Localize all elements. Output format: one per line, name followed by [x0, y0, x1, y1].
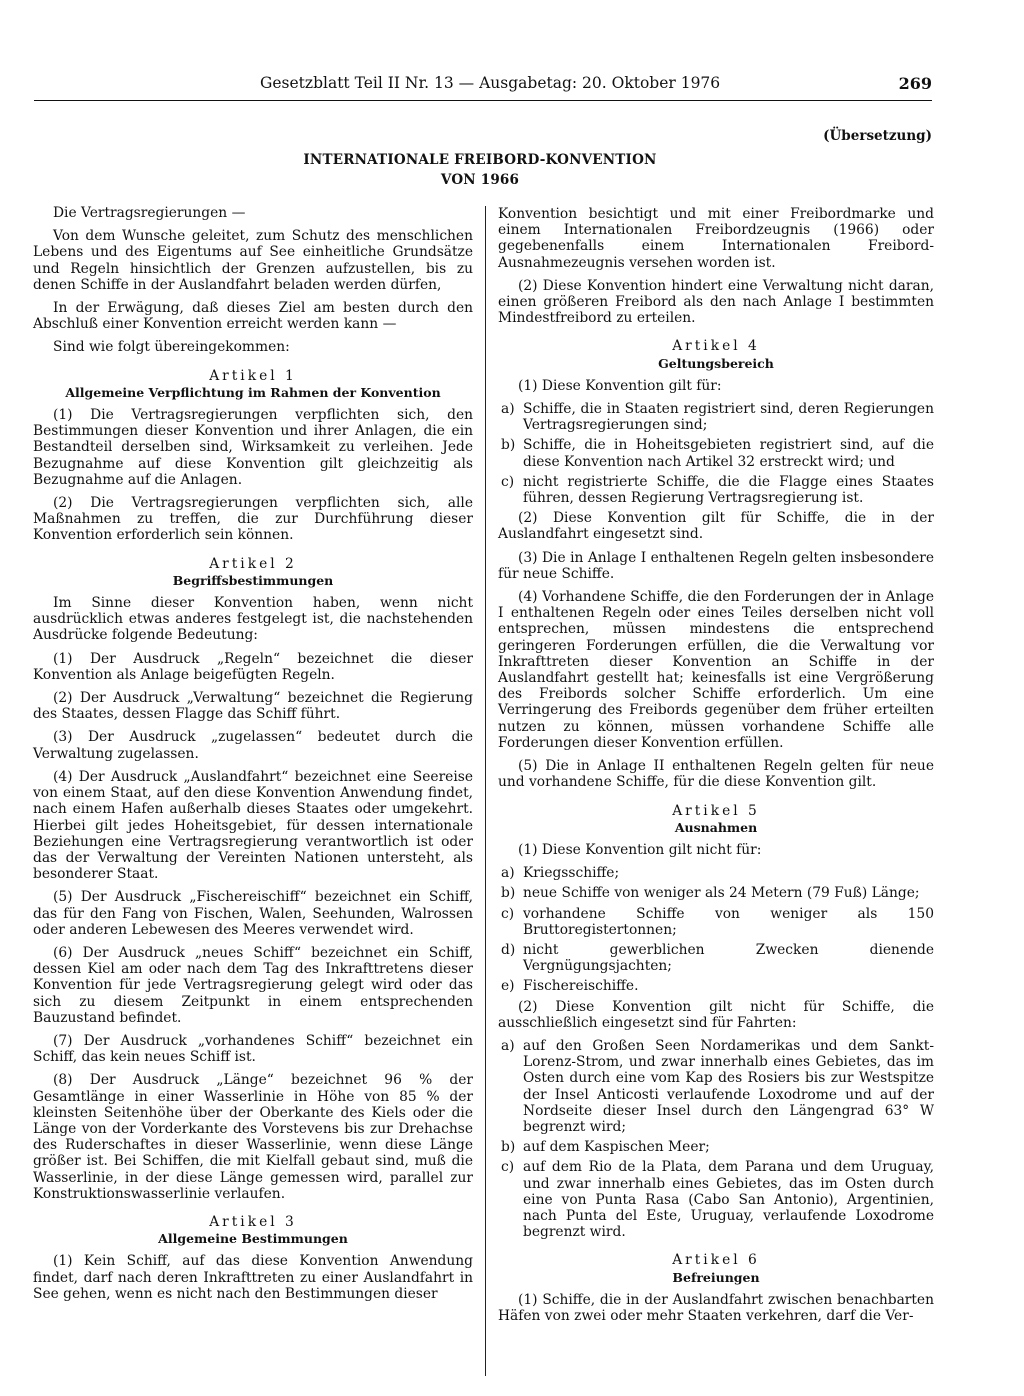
list-item — [498, 865, 934, 881]
document-title — [200, 150, 760, 190]
article-3-paragraph: (1) Kein Schiff, auf das diese Konvention Anwendung findet, darf nach deren Inkrafttreten zu einer Auslandfahrt in See gehen, wenn es nicht nach den Bestimmungen dieser — [33, 1253, 473, 1302]
header-rule — [34, 100, 932, 101]
page-number: 269 — [898, 74, 932, 93]
list-item — [498, 906, 934, 938]
article-4-paragraph: (2) Diese Konvention gilt für Schiffe, die in der Auslandfahrt eingesetzt sind. — [498, 510, 934, 543]
list-item-label: a) — [501, 865, 515, 882]
list-item-label: e) — [501, 978, 515, 995]
list-item — [498, 437, 934, 469]
list-item — [498, 401, 934, 433]
list-item-label: b) — [501, 885, 516, 902]
article-2-paragraph: (4) Der Ausdruck „Auslandfahrt“ bezeichnet eine Seereise von einem Staat, auf den diese Konvention Anwendung findet, nach einem Hafen außerhalb dieses Staates oder umgekehrt. Hierbei gilt jedes Hoheitsgebiet, für dessen internationale Beziehungen eine Vertragsregierung verantwortlich ist oder das der Verwaltung der Vereinten Nationen untersteht, als besonderer Staat. — [33, 768, 473, 883]
column-divider — [485, 206, 486, 1376]
header-title: Gesetzblatt Teil II Nr. 13 — Ausgabetag: 20. Oktober 1976 — [260, 74, 721, 92]
article-4-paragraph: (4) Vorhandene Schiffe, die den Forderungen der in Anlage I enthaltenen Regeln oder eines Teiles derselben nicht voll entsprechen, müssen mindestens die entsprechend geringeren Forderungen erfüllen, die die Verwaltung vor Inkrafttreten dieser Konvention an Schiffe in der Auslandfahrt gestellt hat; keinesfalls ist eine Vergrößerung des Freibords solcher Schiffe erforderlich. Um eine Verringerung des Freibords gegenüber dem früher erteilten nutzen zu können, müssen vorhandene Schiffe alle Forderungen dieser Konvention erfüllen. — [498, 589, 934, 751]
article-3-paragraph-continued: Konvention besichtigt und mit einer Freibordmarke und einem Internationalen Freibordzeugnis (1966) oder gegebenenfalls einem Internationalen Freibord-Ausnahmezeugnis versehen worden ist. — [498, 206, 934, 271]
list-item-text: nicht gewerblichen Zwecken dienende Vergnügungsjachten; — [523, 941, 934, 975]
list-item-text: nicht registrierte Schiffe, die die Flagge eines Staates führen, dessen Regierung Vertragsregierung ist. — [523, 473, 934, 507]
preamble-paragraph: Von dem Wunsche geleitet, zum Schutz des menschlichen Lebens und des Eigentums auf See einheitliche Grundsätze und Regeln hinsichtlich der Grenzen aufzustellen, bis zu denen Schiffe in der Auslandfahrt beladen werden dürfen, — [33, 228, 473, 293]
preamble-paragraph: Die Vertragsregierungen — — [53, 205, 246, 221]
article-2-paragraph: Im Sinne dieser Konvention haben, wenn nicht ausdrücklich etwas anderes festgelegt ist, die nachstehenden Ausdrücke folgende Bedeutung: — [33, 595, 473, 644]
article-1-paragraph: (1) Die Vertragsregierungen verpflichten sich, den Bestimmungen dieser Konvention und ihrer Anlagen, die ein Bestandteil derselben sind, Wirksamkeit zu verleihen. Jede Bezugnahme auf diese Konvention gilt gleichzeitig als Bezugnahme auf die Anlagen. — [33, 407, 473, 488]
article-1-title: Allgemeine Verpflichtung im Rahmen der Konvention — [65, 384, 441, 400]
article-3-heading: Artikel 3 — [209, 1213, 297, 1230]
list-item — [498, 1159, 934, 1240]
list-item-text: Fischereischiffe. — [523, 978, 639, 995]
document-title-line1: INTERNATIONALE FREIBORD-KONVENTION — [303, 152, 657, 168]
list-item-text: auf dem Rio de la Plata, dem Parana und dem Uruguay, und zwar innerhalb eines Gebietes, das im Osten durch eine von Punta Rasa (Cabo San Antonio), Argentinien, nach Punta del Este, Uruguay, verlaufende Loxodrome begrenzt wird. — [523, 1159, 934, 1241]
list-item-text: auf den Großen Seen Nordamerikas und dem Sankt-Lorenz-Strom, und zwar innerhalb eines Gebietes, das im Osten durch eine vom Kap des Rosiers bis zur Westspitze der Insel Anticosti verlaufende Loxodrome und auf der Nordseite dieser Insel durch den Längengrad 63° W begrenzt wird; — [523, 1037, 934, 1135]
translation-note: (Übersetzung) — [823, 128, 932, 144]
article-4-paragraph: (1) Diese Konvention gilt für: — [518, 377, 722, 394]
article-2-paragraph: (3) Der Ausdruck „zugelassen“ bedeutet durch die Verwaltung zugelassen. — [33, 729, 473, 762]
article-1-heading: Artikel 1 — [209, 367, 297, 384]
article-6-paragraph: (1) Schiffe, die in der Auslandfahrt zwischen benachbarten Häfen von zwei oder mehr Staaten verkehren, darf die Ver- — [498, 1291, 934, 1324]
article-2-paragraph: (7) Der Ausdruck „vorhandenes Schiff“ bezeichnet ein Schiff, das kein neues Schiff ist. — [33, 1032, 473, 1066]
article-2-paragraph: (8) Der Ausdruck „Länge“ bezeichnet 96 % der Gesamtlänge in einer Wasserlinie in Höhe von 85 % der kleinsten Seitenhöhe über der Oberkante des Kiels oder die Länge von der Vorderkante des Vorstevens bis zur Drehachse des Ruderschaftes in dieser Wasserlinie, wenn diese Länge größer ist. Bei Schiffen, die mit Kielfall gebaut sind, muß die Wasserlinie, in der diese Länge gemessen wird, parallel zur Konstruktionswasserlinie verlaufen. — [33, 1072, 473, 1202]
list-item-text: neue Schiffe von weniger als 24 Metern (79 Fuß) Länge; — [523, 885, 920, 902]
list-item — [498, 942, 934, 974]
list-item-label: d) — [501, 941, 516, 958]
article-4-title: Geltungsbereich — [658, 355, 774, 371]
article-5-title: Ausnahmen — [674, 819, 758, 835]
article-3-title: Allgemeine Bestimmungen — [158, 1231, 348, 1247]
article-5-paragraph: (2) Diese Konvention gilt nicht für Schiffe, die ausschließlich eingesetzt sind für Fahrten: — [498, 998, 934, 1031]
list-item-text: Schiffe, die in Hoheitsgebieten registriert sind, auf die diese Konvention nach Artikel 32 erstreckt wird; und — [523, 437, 934, 470]
list-item-text: vorhandene Schiffe von weniger als 150 Bruttoregistertonnen; — [523, 905, 934, 938]
article-3-paragraph: (2) Diese Konvention hindert eine Verwaltung nicht daran, einen größeren Freibord als den nach Anlage I bestimmten Mindestfreibord zu erteilen. — [498, 277, 934, 327]
list-item — [498, 978, 934, 994]
article-5-paragraph: (1) Diese Konvention gilt nicht für: — [518, 841, 762, 858]
list-item-text: Schiffe, die in Staaten registriert sind, deren Regierungen Vertragsregierungen sind; — [523, 401, 934, 434]
list-item-text: auf dem Kaspischen Meer; — [523, 1139, 710, 1156]
right-column — [498, 206, 934, 1331]
article-1-paragraph: (2) Die Vertragsregierungen verpflichten sich, alle Maßnahmen zu treffen, die zur Durchführung dieser Konvention erforderlich sein können. — [33, 495, 473, 544]
article-5-heading: Artikel 5 — [672, 802, 760, 819]
article-6-title: Befreiungen — [672, 1269, 760, 1285]
list-item-label: c) — [501, 905, 515, 922]
article-6-heading: Artikel 6 — [672, 1252, 760, 1269]
list-item-label: b) — [501, 437, 516, 454]
document-title-line2: VON 1966 — [440, 172, 520, 188]
list-item — [498, 1139, 934, 1155]
article-2-paragraph: (5) Der Ausdruck „Fischereischiff“ bezeichnet ein Schiff, das für den Fang von Fischen, Walen, Seehunden, Walrossen oder anderen Lebewesen des Meeres verwendet wird. — [33, 889, 473, 938]
article-4-heading: Artikel 4 — [672, 338, 760, 355]
list-item-label: c) — [501, 473, 515, 490]
left-column — [33, 205, 473, 1309]
article-2-title: Begriffsbestimmungen — [172, 572, 334, 588]
page-header — [34, 74, 932, 98]
article-2-heading: Artikel 2 — [209, 555, 297, 572]
list-item — [498, 1038, 934, 1135]
article-2-paragraph: (2) Der Ausdruck „Verwaltung“ bezeichnet die Regierung des Staates, dessen Flagge das Schiff führt. — [33, 690, 473, 723]
preamble-paragraph: In der Erwägung, daß dieses Ziel am besten durch den Abschluß einer Konvention erreicht werden kann — — [33, 300, 473, 333]
list-item — [498, 885, 934, 901]
list-item-label: a) — [501, 1037, 515, 1054]
list-item-label: b) — [501, 1139, 516, 1156]
article-4-paragraph: (3) Die in Anlage I enthaltenen Regeln gelten insbesondere für neue Schiffe. — [498, 549, 934, 582]
article-4-paragraph: (5) Die in Anlage II enthaltenen Regeln gelten für neue und vorhandene Schiffe, für die diese Konvention gilt. — [498, 758, 934, 791]
list-item-label: a) — [501, 401, 515, 418]
list-item-text: Kriegsschiffe; — [523, 865, 620, 882]
article-2-paragraph: (6) Der Ausdruck „neues Schiff“ bezeichnet ein Schiff, dessen Kiel am oder nach dem Tag des Inkrafttretens dieser Konvention für jede Vertragsregierung gelegt wird oder das sich zu diesem Zeitpunkt in einem entsprechenden Bauzustand befindet. — [33, 944, 473, 1026]
article-2-paragraph: (1) Der Ausdruck „Regeln“ bezeichnet die dieser Konvention als Anlage beigefügten Regeln. — [33, 650, 473, 683]
list-item — [498, 474, 934, 506]
preamble-paragraph: Sind wie folgt übereingekommen: — [53, 339, 290, 356]
list-item-label: c) — [501, 1159, 515, 1176]
